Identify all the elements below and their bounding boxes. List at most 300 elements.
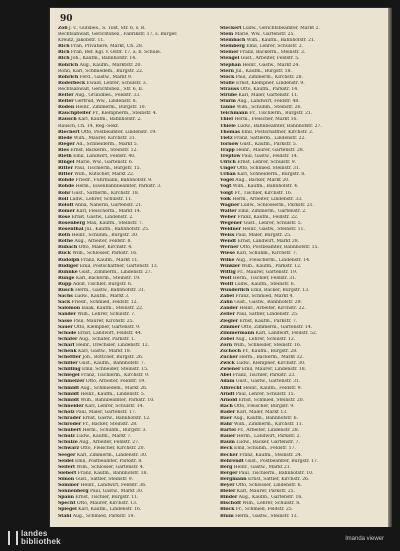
entry-text: Heinr., Gastw., Steinstr. 11.: [242, 227, 305, 233]
entry-text: Heinr., Kaufm., Feldstr. 9.: [243, 385, 302, 391]
entry-name: Zucker: [220, 355, 238, 361]
entry-name: Baer: [220, 416, 233, 421]
entry-text: Karl, Gastw., Markt 18.: [78, 348, 132, 354]
entry-name: Thiel: [220, 117, 233, 123]
entry-name: Ruhnke: [58, 269, 78, 275]
entry-text: Otto, Schmied, Steinstr. 31.: [237, 166, 301, 172]
entry-name: Weiss: [220, 233, 235, 239]
entry-name: Schenk: [58, 348, 77, 354]
entry-text: Gust., Gastw., Bahnhofstr. 29.: [234, 300, 302, 306]
entry-name: Stein: [220, 32, 234, 38]
entry-name: Roth: [58, 233, 71, 239]
entry-text: Aug., Schäfer, Parkstr. 1.: [78, 336, 136, 342]
entry-text: Ad., Schneiderm., Markt 5.: [76, 141, 139, 147]
entry-text: Franz, Kaufm., Steinstr. 24.: [239, 452, 303, 458]
entry-name: Rudolph: [58, 257, 80, 263]
entry-name: Ruck: [58, 251, 71, 257]
entry-text: Otto, Postbeamter, Bahnhofstr. 15.: [239, 245, 319, 251]
entry-name: Bartel: [220, 428, 236, 434]
entry-text: Aug., Bäcker, Markt 20.: [235, 178, 290, 184]
entry-text: Franz, Tischler, Parkstr. 23.: [232, 373, 296, 379]
entry-text: Joh., Kaufm., Bahnhofstr. 14.: [70, 56, 137, 62]
entry-name: Steckert: [220, 26, 242, 31]
entry-text: Heinr., Zimmerm., Burgstr. 10.: [75, 105, 146, 111]
entry-name: Sachs: [58, 294, 73, 300]
entry-text: Fr., Bäcker, Steinstr. 28.: [82, 422, 138, 428]
entry-text: Karl, Maurer, Parkstr. 25.: [236, 489, 295, 495]
entry-name: Rohde: [58, 178, 75, 184]
library-logo-text: [21, 530, 61, 546]
entry-text: Ludw., Klempner, Kirchstr. 30.: [236, 361, 306, 367]
entry-text: Fran, Privatiere, Markt, Ch. 28.: [70, 44, 144, 50]
entry-name: Bach: [220, 403, 233, 409]
entry-name: Arnold: [220, 397, 238, 403]
entry-name: Zschoch: [220, 348, 241, 354]
entry-text: Emil, Lehrer, Schulstr. 2.: [246, 44, 304, 50]
entry-name: Roden: [58, 105, 75, 111]
entry-text: Wilh., Schneider, Steinstr. 16.: [233, 342, 302, 348]
entry-name: Siebert: [58, 470, 77, 476]
entry-text: Paul, Tischlerm., Bahnhofstr. 10.: [238, 470, 314, 476]
entry-text: Herm., Eisenbahnbeamter, Parkstr. 3.: [75, 184, 162, 190]
entry-text: Otto, Schlosser, Lindenstr. 6.: [236, 483, 302, 489]
entry-text: Otto, Zimmerm., Gartenstr. 14.: [241, 324, 313, 330]
entry-name: Beck: [220, 446, 233, 452]
entry-text: Paul, Maler, Gartenstr. 17.: [76, 409, 137, 415]
entry-text: Ernst, Landwirt, Markt 28.: [237, 239, 299, 245]
entry-text: Rechtsanwalt, Gerichtsbez., Fabrikstr. 17, s. Bürger.: [58, 32, 178, 38]
entry-text: Karl, Landwirt, Feldstr. 52.: [255, 330, 318, 336]
right-column: [220, 26, 378, 520]
entry-name: Rieth: [58, 153, 72, 159]
entry-text: Ferd., Gastw., Markt 9.: [79, 74, 133, 80]
entry-text: Ludw., Gerichtsbeamter, Markt 2.: [242, 26, 320, 31]
entry-name: Romer: [58, 208, 75, 214]
entry-name: Spiegel: [58, 507, 77, 513]
entry-text: Aug., Grundbes., Feldstr. 33.: [75, 93, 141, 99]
entry-name: Stern: [220, 68, 234, 74]
entry-text: Herm., Gastw., Bahnhofstr. 31.: [75, 288, 146, 294]
entry-name: Bischoff: [220, 501, 241, 507]
entry-text: Aug., Kaufm., Gartenstr. 16.: [238, 495, 303, 501]
entry-text: Franz, Schmied, Markt 4.: [235, 294, 294, 300]
entry-text: Emil, Postschaffner, Kirchstr. 2.: [241, 129, 314, 135]
entry-name: Winkler: [220, 263, 241, 269]
entry-text: Aug., Schmiedem., Markt 26.: [80, 385, 148, 391]
entry-name: Wegener: [220, 221, 243, 226]
entry-name: Spann: [58, 495, 74, 501]
entry-name: Ritter: [58, 166, 73, 172]
entry-name: Vogel: [220, 178, 234, 184]
entry-name: Rupp: [58, 281, 72, 287]
entry-text: Karl, Schuhm., Kirchstr. 7.: [236, 251, 298, 257]
entry-name: Walter: [220, 208, 237, 214]
entry-name: Voigt: [220, 190, 234, 196]
entry-text: Heinr., Kaufm., Lindenstr. 5.: [80, 391, 146, 397]
entry-text: Herm., Schuhm., Burgstr. 3.: [82, 428, 147, 434]
entry-text: Franz, Kaufm., Markt 11.: [80, 257, 139, 263]
entry-text: Jul., Kaufm., Bahnhofstr. 25.: [84, 227, 150, 233]
logo-line-2: bibliothek: [21, 537, 61, 546]
entry-text: Joh., Böttcher, Burgstr. 26.: [82, 355, 144, 361]
entry-text: Gust., Arbeiter, Feldstr. 5.: [240, 56, 300, 62]
entry-text: Franz, Kaufm., Feldstr. 22.: [237, 214, 299, 220]
page-edge-shadow: [388, 8, 392, 528]
entry-text: Karl, Schneiderm., Burgstr. 8.: [237, 172, 306, 178]
entry-text: Rausch, Ch. 14, Reg.-Sekr.: [58, 123, 119, 129]
entry-name: Zwick: [220, 361, 235, 367]
entry-text: Wilh., Kutscher, Markt 22.: [74, 172, 135, 178]
entry-text: Franz, Bäckerm., Steinstr. 3.: [239, 50, 306, 56]
entry-name: Weber: [220, 214, 237, 220]
entry-name: Rohde: [58, 184, 75, 190]
entry-text: Otto, Kaufm., Parkstr. 14.: [240, 86, 299, 92]
entry-text: Gust., Gastw., Gartenstr. 31.: [235, 379, 301, 385]
entry-name: Sturm: [220, 99, 236, 105]
entry-text: Adolf, Tischler, Burgstr. 6.: [72, 281, 133, 287]
entry-name: Ziegler: [220, 318, 238, 324]
entry-name: Bergmann: [220, 476, 247, 482]
entry-name: Salomon: [58, 306, 81, 312]
entry-text: Emil, Maurer, Lindenstr. 18.: [241, 367, 307, 373]
entry-text: Fran, Ber. Kgl. v. Ostfr. 17, a. b. Schule.: [70, 50, 162, 56]
entry-text: Herm., Gastw., Steinstr. 13.: [235, 513, 298, 519]
entry-text: Paul, Maurer, Kirchstr. 25.: [73, 318, 134, 324]
entry-name: Seifert: [58, 464, 76, 470]
entry-name: Scharf: [58, 342, 75, 348]
entry-text: Heinr., Arbeiter, Kirchstr. 22.: [239, 306, 306, 312]
entry-text: Ernst, Klempner, Lindenstr. 9.: [236, 80, 305, 86]
entry-name: Steiner: [220, 50, 239, 56]
left-column: [58, 26, 216, 520]
entry-name: Binder: [220, 495, 238, 501]
entry-text: J. v., Gutsbes., S. Tilst, Str. 6, s. B.: [68, 26, 146, 31]
entry-text: Emil, Postschaffner, Gartenstr. 13.: [79, 263, 159, 269]
entry-name: Wittig: [220, 269, 236, 275]
entry-name: Behrendt: [220, 458, 244, 464]
entry-text: Otto, Arbeiter, Feldstr. 19.: [85, 379, 146, 385]
entry-text: Karl, Fleischerm., Markt 14.: [76, 208, 142, 214]
entry-text: Heinr., Landwirt, Feldstr. 36.: [80, 483, 147, 489]
entry-text: Paul, Gastw., Feldstr. 14.: [241, 153, 299, 159]
entry-text: Friedr., Fuhrmann, Bahnhofstr. 9.: [75, 178, 153, 184]
scanned-page: [50, 8, 390, 528]
entry-name: Schulze: [58, 440, 78, 446]
entry-name: Scholz: [58, 409, 75, 415]
entry-name: Wiese: [220, 251, 236, 257]
entry-name: Scheffler: [58, 355, 81, 361]
directory-entry: [58, 514, 216, 520]
entry-name: Simon: [58, 476, 75, 482]
entry-name: Beyer: [220, 483, 235, 489]
entry-text: Ernst, Tischler, Burgstr. 11.: [75, 495, 139, 501]
entry-text: Aug., Kaufm., Bahnhofstr. 6.: [233, 416, 298, 421]
entry-text: Gust., Sattlerm., Kirchstr. 18.: [71, 190, 139, 196]
entry-text: Gust., Kaufm., Parkstr. 5.: [239, 141, 298, 147]
entry-text: Karl, Maler, Markt 13.: [236, 409, 288, 415]
entry-name: Sack: [58, 300, 71, 306]
entry-name: Zorn: [220, 342, 232, 348]
entry-name: Schmidt: [58, 397, 80, 403]
entry-text: Karl, Lehrer, Schulstr. 14.: [85, 403, 144, 409]
entry-text: Fr., Schmied, Feldstr. 25.: [235, 507, 294, 513]
entry-text: Wilh., Bahnbeamter, Parkstr. 10.: [80, 397, 155, 403]
entry-text: Paul, Maler, Burgstr. 25.: [235, 233, 292, 239]
entry-name: Rubach: [58, 245, 78, 251]
entry-text: Gust., Lehrer, Schulstr. 5.: [243, 221, 303, 226]
entry-name: Ringel: [58, 160, 75, 166]
entry-name: Albrecht: [220, 385, 242, 391]
entry-text: Kreutz, Jakobstr. 11.: [58, 38, 105, 44]
entry-text: Herm., Tischler, Feldstr. 31.: [232, 275, 297, 281]
entry-name: Thomas: [220, 129, 240, 135]
entry-text: Isaak, Kaufm., Steinstr. 22.: [81, 306, 144, 312]
entry-name: Thiele: [220, 123, 236, 129]
entry-text: Heinr., Schuhm., Burgstr. 30.: [71, 233, 139, 239]
entry-text: Karl, Kaufm., Bahnhofstr. 2.: [78, 117, 142, 123]
entry-text: Wilh., Kaufm., Bahnhofstr. 4.: [232, 184, 299, 190]
library-logo-icon: [8, 531, 18, 545]
entry-name: Roloff: [58, 202, 74, 208]
entry-name: Ritter: [58, 172, 73, 178]
entry-name: Teichmann: [220, 111, 248, 117]
entry-text: Otto, Fleischer, Kirchstr. 20.: [80, 446, 145, 452]
entry-text: Ludw., Bahnbeamter, Bahnhofstr. 27.: [237, 123, 322, 129]
entry-text: Paul, Tischlerm., Burgstr. 15.: [74, 166, 141, 172]
viewer-label: lmanda viewer: [345, 536, 384, 542]
entry-text: Wilh., Lehrer, Schulstr. 7.: [77, 312, 136, 318]
entry-text: Ludw., Kaufm., Steinstr. 6.: [234, 281, 295, 287]
entry-name: Rich: [58, 56, 70, 62]
entry-text: Ludw., Kaufm., Markt 3.: [74, 294, 130, 300]
entry-name: Strauss: [220, 86, 239, 92]
entry-name: Schäfer: [58, 336, 78, 342]
entry-text: Otto, Postbeamter, Lindenstr. 19.: [81, 129, 157, 135]
entry-name: Schiller: [58, 361, 78, 367]
entry-name: Schmelzer: [58, 379, 85, 385]
entry-name: Stahl: [58, 513, 72, 519]
entry-name: Schröder: [58, 422, 82, 428]
entry-name: Sander: [58, 312, 76, 318]
entry-name: Rohrich: [58, 74, 79, 80]
entry-text: Ernst, Landwirt, Feldstr. 44.: [77, 330, 143, 336]
entry-name: Rose: [58, 214, 71, 220]
entry-text: Wilh., Kaufm., Parkstr. 12.: [241, 263, 302, 269]
entry-text: Ludw., Lehrer, Schulstr. 11.: [69, 196, 133, 202]
entry-text: Jul., Kaufm., Burgstr. 18.: [235, 68, 292, 74]
entry-name: Urban: [220, 172, 236, 178]
entry-name: Zobel: [220, 336, 235, 342]
entry-name: Trapp: [220, 147, 235, 153]
entry-text: Aug., Lehrer, Schulstr. 12.: [235, 336, 296, 342]
entry-name: Schlegel: [58, 373, 80, 379]
entry-text: Ernst, Lehrer, Schulstr. 9.: [237, 160, 297, 166]
entry-text: Gust., Zimmerm., Lindenstr. 27.: [79, 269, 152, 275]
entry-name: Rosenthal: [58, 227, 84, 233]
entry-text: Franz, Sattlerm., Lindenstr. 22.: [234, 135, 306, 141]
entry-name: Block: [220, 507, 235, 513]
entry-name: Tietz: [220, 135, 233, 141]
entry-text: Ernst, Schmied, Steinstr. 20.: [238, 397, 304, 403]
entry-name: Zahn: [220, 300, 233, 306]
entry-name: Reiter: [58, 93, 74, 99]
entry-name: Sauer: [58, 324, 73, 330]
entry-name: Rothe: [58, 239, 74, 245]
entry-name: Wagner: [220, 202, 240, 208]
entry-text: Ludw., Schlosserm., Parkstr. 21.: [240, 202, 314, 208]
entry-text: Aug., Arbeiter, Feldstr. 27.: [79, 440, 140, 446]
entry-name: Wendt: [220, 239, 237, 245]
entry-name: Rohrich: [58, 62, 79, 68]
entry-text: Otto, Maurer, Kirchstr. 13.: [76, 501, 138, 507]
entry-name: Blum: [220, 513, 234, 519]
entry-name: Wilke: [220, 257, 235, 263]
entry-name: Bauer: [220, 434, 236, 440]
entry-text: Gust., Postbeamter, Burgstr. 17.: [245, 458, 319, 464]
entry-text: Herm., Landwirt, Parkstr. 2.: [236, 434, 301, 440]
entry-text: Ludw., Bäcker, Gartenstr. 7.: [236, 440, 300, 446]
entry-name: Riechert: [58, 129, 80, 135]
entry-name: Volk: [220, 196, 231, 202]
entry-name: Tornow: [220, 141, 239, 147]
entry-text: Paul, Lehrer, Schulstr. 15.: [235, 391, 295, 397]
entry-name: Werner: [220, 245, 239, 251]
entry-name: Schilling: [58, 367, 81, 373]
entry-text: Franz, Kaufm., Bahnhofstr. 18.: [77, 470, 148, 476]
entry-name: Rohr: [58, 190, 71, 196]
entry-name: Rosenberg: [58, 221, 86, 226]
entry-text: Fr., Maurer, Gartenstr. 19.: [237, 269, 298, 275]
entry-name: Rusch: [58, 288, 74, 294]
library-logo[interactable]: [8, 530, 61, 546]
entry-text: Herm., Fleischer, Markt 16.: [234, 117, 298, 123]
entry-name: Becker: [220, 452, 238, 458]
entry-name: Steinberg: [220, 44, 245, 50]
entry-text: Herm., Arbeiter, Lindenstr. 33.: [232, 196, 303, 202]
entry-text: Aug., Landwirt, Feldstr. 48.: [237, 99, 300, 105]
entry-text: Karl, Maler, Gartenstr. 11.: [238, 93, 299, 99]
entry-name: Schmidt: [58, 385, 80, 391]
directory-entry: [220, 514, 378, 520]
entry-name: Riede: [58, 135, 73, 141]
entry-text: Ludw., Kaufm., Markt 7.: [76, 434, 132, 440]
entry-name: Bieler: [220, 489, 236, 495]
entry-name: Schneider: [58, 403, 84, 409]
entry-name: Stock: [220, 74, 235, 80]
entry-text: Wilh., Schuhm., Steinstr. 26.: [236, 105, 302, 111]
entry-name: Zimmermann: [220, 330, 255, 336]
entry-text: Wilh., Maurer, Kirchstr. 31.: [73, 135, 136, 141]
entry-name: Rausch: [58, 117, 77, 123]
entry-name: Rüdiger: [58, 263, 79, 269]
entry-name: Seidel: [58, 458, 74, 464]
entry-name: Sonnenberg: [58, 489, 89, 495]
entry-name: Schmidt: [58, 391, 80, 397]
entry-text: Emil, Postbeamter, Parkstr. 8.: [75, 458, 143, 464]
entry-text: Anna, Näherin, Gartenstr. 21.: [74, 202, 143, 208]
entry-name: Zwiener: [220, 367, 241, 373]
entry-name: Seeger: [58, 452, 76, 458]
entry-text: Herm., Bäckerm., Markt 32.: [239, 355, 304, 361]
entry-text: Karl, Kaufm., Lindenstr. 16.: [78, 507, 142, 513]
entry-text: Karl, Bäckerm., Steinstr. 19.: [75, 275, 141, 281]
entry-name: Rich: [58, 50, 70, 56]
entry-name: Berg: [220, 464, 233, 470]
entry-name: Schade: [58, 330, 77, 336]
entry-name: Treptow: [220, 153, 241, 159]
entry-name: Vogt: [220, 184, 232, 190]
entry-text: Aug., Fleischerm., Lindenstr. 14.: [235, 257, 311, 263]
entry-name: Adam: [220, 379, 235, 385]
entry-text: Otto, Klempner, Gartenstr. 9.: [74, 324, 141, 330]
entry-text: Aug., Schmied, Parkstr. 19.: [72, 513, 135, 519]
entry-name: Abel: [220, 373, 232, 379]
entry-name: Stengel: [220, 56, 240, 62]
entry-name: Schwarz: [58, 446, 80, 452]
entry-text: Paul, Gastw., Markt 30.: [90, 489, 144, 495]
entry-name: Ulrich: [220, 160, 236, 166]
entry-text: Emil, Bäcker, Burgstr. 13.: [250, 288, 310, 294]
entry-text: Aug., Arbeiter, Feldstr. 8.: [74, 239, 132, 245]
entry-name: Wolff: [220, 281, 234, 287]
entry-text: Heinr., Drechsler, Lindenstr. 12.: [75, 342, 150, 348]
entry-name: Zander: [220, 306, 238, 312]
entry-name: Arndt: [220, 391, 235, 397]
entry-text: Ernst, Sattler, Kirchstr. 26.: [247, 476, 310, 482]
entry-text: Emil, Landwirt, Feldstr. 40.: [73, 153, 136, 159]
entry-name: Tanne: [220, 105, 236, 111]
entry-text: Ernst, Bäckerm., Steinstr. 12.: [70, 147, 138, 153]
entry-name: Zimmer: [220, 324, 240, 330]
entry-text: Ernst, Gastw., Bahnhofstr. 12.: [82, 416, 151, 421]
entry-name: Bader: [220, 409, 236, 415]
entry-name: Stolle: [220, 80, 235, 86]
entry-text: Heinr., Maurer, Gartenstr. 28.: [236, 147, 304, 153]
entry-name: Zob: [58, 26, 68, 31]
entry-text: Otto, Fleischer, Burgstr. 9.: [234, 403, 295, 409]
entry-name: Rieger: [58, 141, 75, 147]
entry-text: Friedr., Schmied, Feldstr. 12.: [71, 300, 138, 306]
page-number: 90: [60, 14, 73, 24]
entry-text: Fr., Tischler, Kirchstr. 16.: [234, 190, 293, 196]
entry-name: Weidner: [220, 227, 241, 233]
entry-name: Zeller: [220, 312, 235, 318]
entry-text: Wilh., Lehrer, Schulstr. 8.: [242, 501, 301, 507]
entry-name: Sommer: [58, 483, 80, 489]
entry-text: Gust., Sattler, Steinstr. 9.: [75, 476, 134, 482]
entry-name: Roderbeck: [58, 80, 86, 86]
entry-name: Zabel: [220, 294, 234, 300]
entry-name: Rich: [58, 44, 70, 50]
entry-text: Heinr., Gastw., Markt 24.: [242, 62, 300, 68]
entry-text: Paul, Zimmerm., Kirchstr. 28.: [235, 74, 303, 80]
entry-text: Wilh., Kaufm., Bahnhofstr. 21.: [246, 38, 316, 44]
entry-text: Fr., Klempnerm., Steinstr. 4.: [92, 111, 158, 117]
entry-name: Runge: [58, 275, 75, 281]
entry-name: Reiter: [58, 99, 74, 105]
entry-name: Steinbach: [220, 38, 246, 44]
entry-name: Schubert: [58, 428, 82, 434]
entry-text: Gertrud, Ww., Lindenstr. 8.: [75, 99, 137, 105]
entry-text: Ewald, Lehrer, Schulstr. 3.: [86, 80, 148, 86]
entry-text: Aug., Kaufm., Marktstr. 20.: [79, 62, 142, 68]
entry-name: Wolf: [220, 275, 232, 281]
viewer-footer: [0, 527, 400, 551]
entry-name: Unger: [220, 166, 236, 172]
entry-text: Karl, Zimmerm., Lindenstr. 30.: [76, 452, 148, 458]
entry-name: Schrader: [58, 416, 82, 421]
entry-name: Sasse: [58, 318, 73, 324]
